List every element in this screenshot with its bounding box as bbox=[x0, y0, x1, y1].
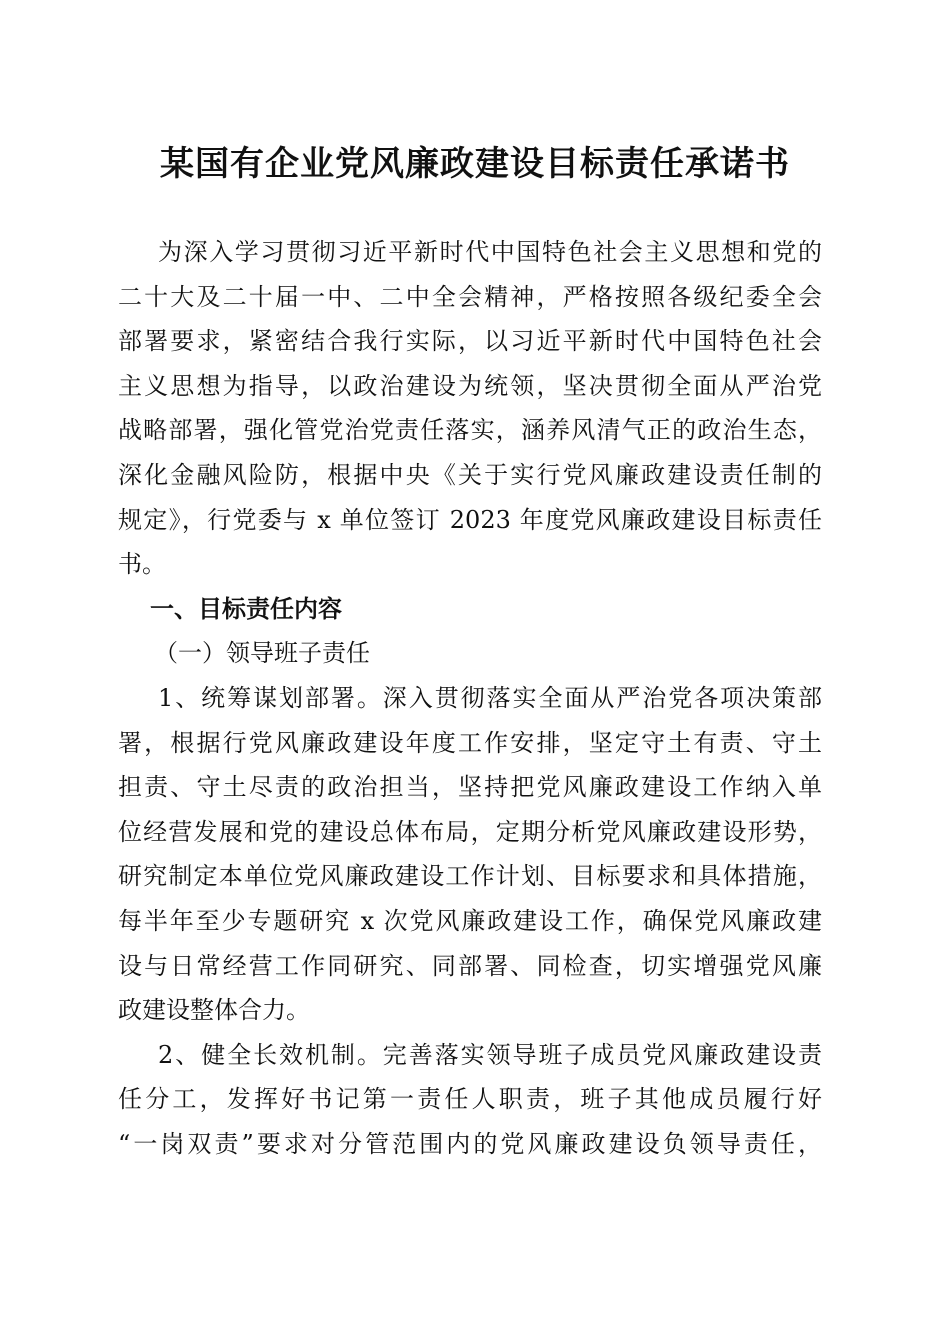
text-line: 2、健全长效机制。完善落实领导班子成员党风廉政建设责 bbox=[158, 1040, 822, 1069]
text-line: 研究制定本单位党风廉政建设工作计划、目标要求和具体措施， bbox=[118, 862, 822, 891]
subsection-heading: （一）领导班子责任 bbox=[154, 639, 370, 668]
document-body bbox=[118, 230, 822, 1166]
text-line: 1、统筹谋划部署。深入贯彻落实全面从严治党各项决策部 bbox=[158, 683, 822, 712]
text-line: 规定》，行党委与 x 单位签订 2023 年度党风廉政建设目标责任 bbox=[118, 505, 822, 534]
text-line: 任分工，发挥好书记第一责任人职责，班子其他成员履行好 bbox=[118, 1085, 822, 1114]
text-line: 战略部署，强化管党治党责任落实，涵养风清气正的政治生态， bbox=[118, 416, 822, 445]
item-1-paragraph bbox=[118, 676, 822, 1033]
intro-paragraph bbox=[118, 230, 822, 587]
text-line: “一岗双责”要求对分管范围内的党风廉政建设负领导责任， bbox=[118, 1129, 822, 1158]
item-2-paragraph bbox=[118, 1033, 822, 1167]
text-line: 担责、守土尽责的政治担当，坚持把党风廉政建设工作纳入单 bbox=[118, 773, 822, 802]
text-line: 深化金融风险防，根据中央《关于实行党风廉政建设责任制的 bbox=[118, 460, 822, 489]
text-line: 主义思想为指导，以政治建设为统领，坚决贯彻全面从严治党 bbox=[118, 371, 822, 400]
text-line: 署，根据行党风廉政建设年度工作安排，坚定守土有责、守土 bbox=[118, 728, 822, 757]
text-line: 政建设整体合力。 bbox=[118, 996, 310, 1025]
text-line: 为深入学习贯彻习近平新时代中国特色社会主义思想和党的 bbox=[158, 238, 822, 266]
text-line: 每半年至少专题研究 x 次党风廉政建设工作，确保党风廉政建 bbox=[118, 906, 822, 935]
document-title: 某国有企业党风廉政建设目标责任承诺书 bbox=[160, 144, 790, 184]
section-heading: 一、目标责任内容 bbox=[150, 594, 342, 623]
text-line: 设与日常经营工作同研究、同部署、同检查，切实增强党风廉 bbox=[118, 951, 822, 980]
text-line: 位经营发展和党的建设总体布局，定期分析党风廉政建设形势， bbox=[118, 817, 822, 846]
text-line: 二十大及二十届一中、二中全会精神，严格按照各级纪委全会 bbox=[118, 282, 822, 311]
text-line: 书。 bbox=[118, 550, 166, 579]
text-line: 部署要求，紧密结合我行实际，以习近平新时代中国特色社会 bbox=[118, 327, 822, 356]
